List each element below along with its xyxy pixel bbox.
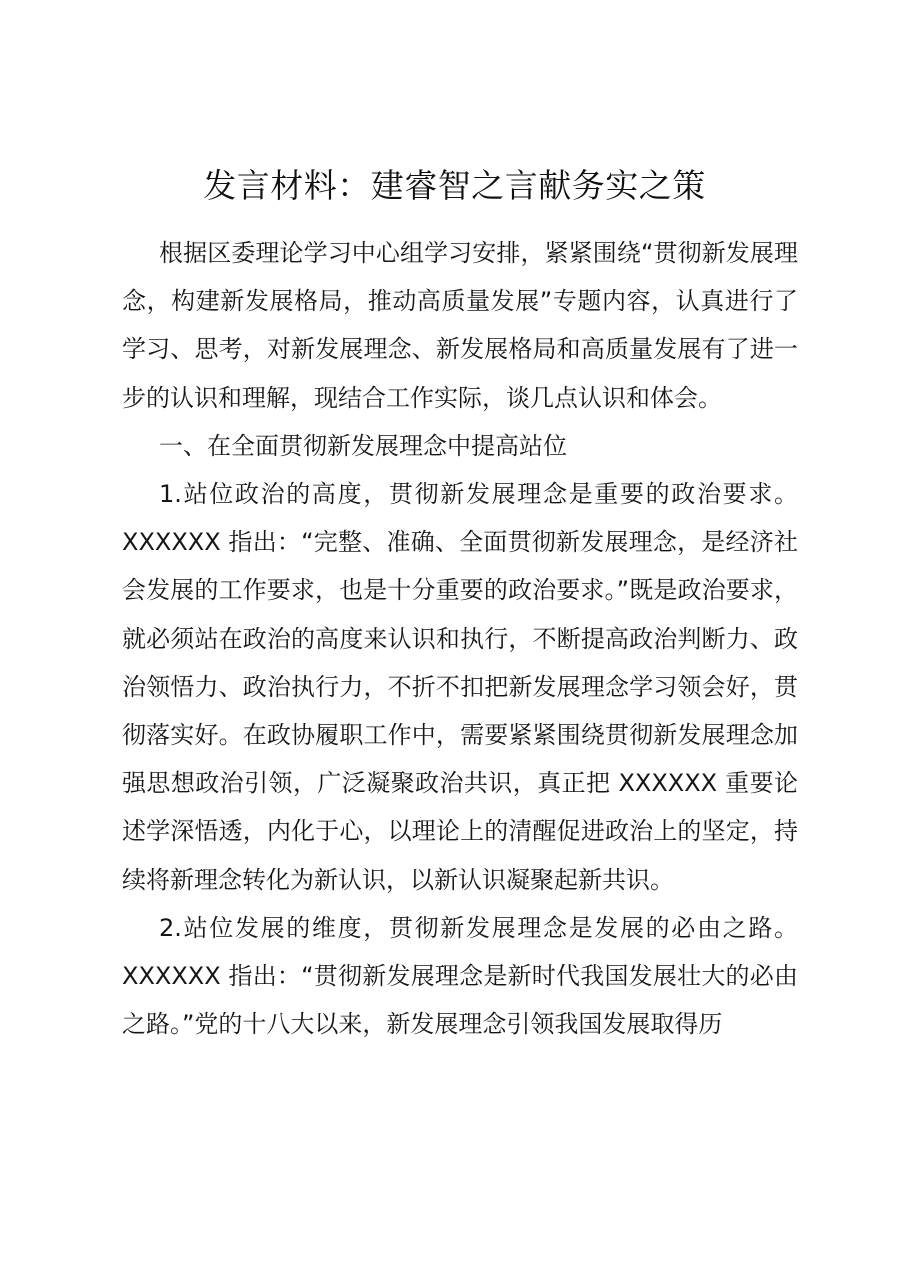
intro-paragraph: 根据区委理论学习中心组学习安排，紧紧围绕“贯彻新发展理念，构建新发展格局，推动高质量发展”专题内容，认真进行了学习、思考，对新发展理念、新发展格局和高质量发展有了进一步的认识和理解，现结合工作实际，谈几点认识和体会。 xyxy=(122,239,798,412)
point-1-paragraph: 1.站位政治的高度，贯彻新发展理念是重要的政治要求。XXXXXX 指出：“完整、准确、全面贯彻新发展理念，是经济社会发展的工作要求，也是十分重要的政治要求。”既是政治要求，就必须站在政治的高度来认识和执行，不断提高政治判断力、政治领悟力、政治执行力，不折不扣把新发展理念学习领会好，贯彻落实好。在政协履职工作中，需要紧紧围绕贯彻新发展理念加强思想政治引领，广泛凝聚政治共识，真正把 XXXXXX 重要论述学深悟透，内化于心，以理论上的清醒促进政治上的坚定，持续将新理念转化为新认识，以新认识凝聚起新共识。 xyxy=(122,480,798,894)
section-heading: 一、在全面贯彻新发展理念中提高站位 xyxy=(159,431,567,460)
point-2-paragraph: 2.站位发展的维度，贯彻新发展理念是发展的必由之路。XXXXXX 指出：“贯彻新发展理念是新时代我国发展壮大的必由之路。”党的十八大以来，新发展理念引领我国发展取得历 xyxy=(122,913,798,1039)
document-title: 发言材料：建睿智之言献务实之策 xyxy=(203,166,706,205)
document-body xyxy=(122,229,798,1048)
